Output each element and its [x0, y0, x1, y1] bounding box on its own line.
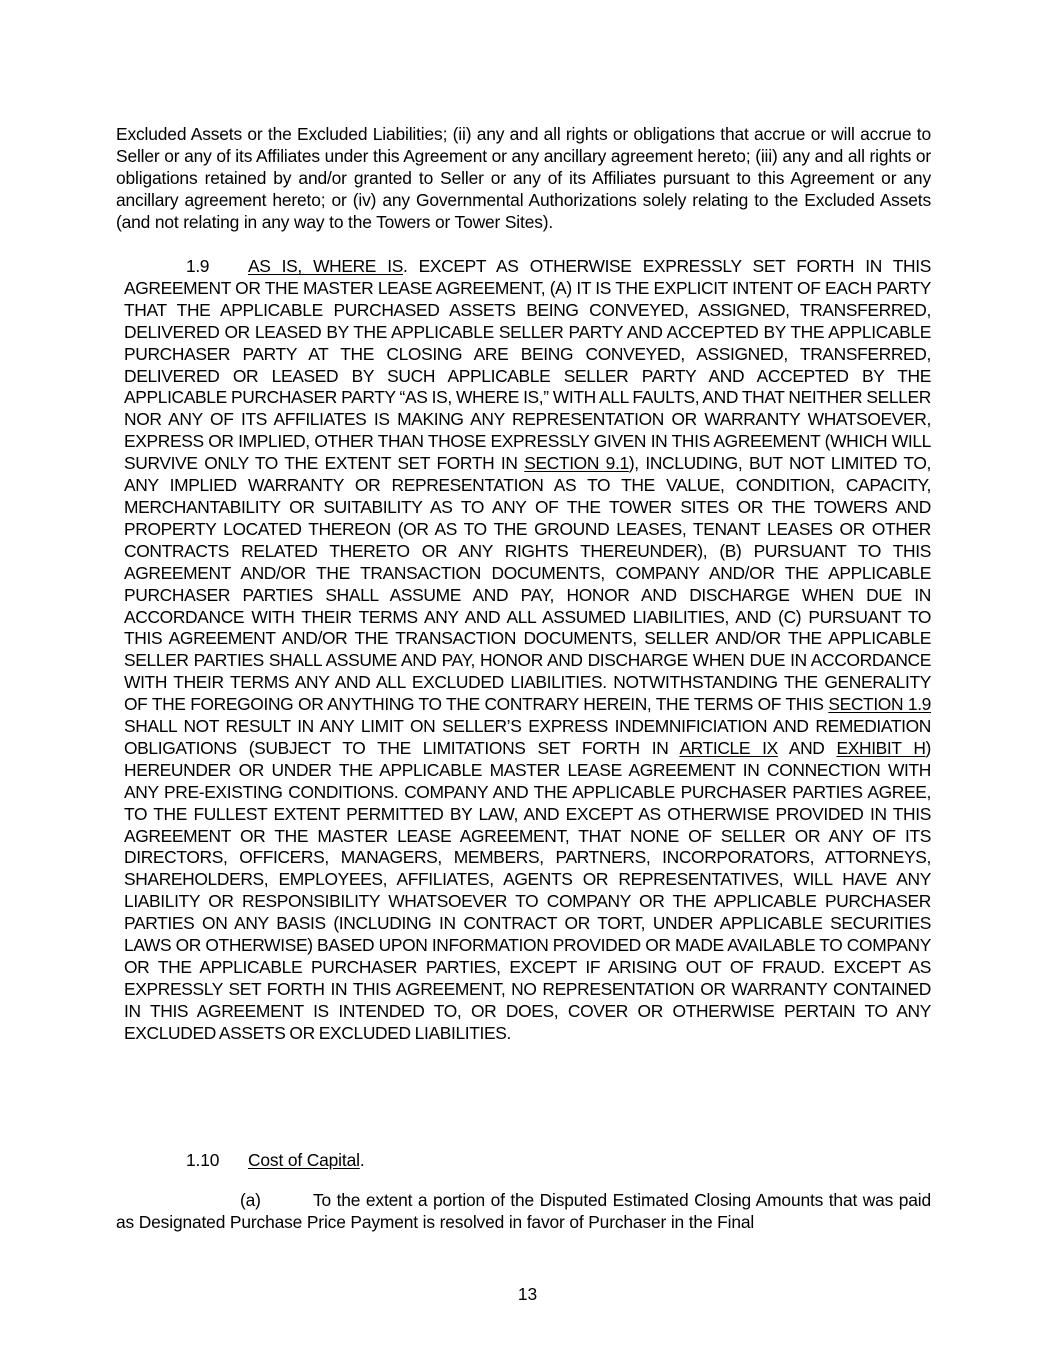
section-1-9: [124, 256, 931, 1045]
page-number: 13: [517, 1284, 538, 1304]
section-1-9-text: SHALL NOT RESULT IN ANY LIMIT ON SELLER’S EXPRESS INDEMNIFICIATION AND REMEDIATION OBLIGATIONS (SUBJECT TO THE LIMITATIONS SET FORTH IN: [124, 716, 931, 758]
section-1-9-text: ), INCLUDING, BUT NOT LIMITED TO, ANY IMPLIED WARRANTY OR REPRESENTATION AS TO THE VALUE, CONDITION, CAPACITY, MERCHANTABILITY OR SUITABILITY AS TO ANY OF THE TOWER SITES OR THE TOWERS AND PROPERTY LOCATED THEREON (OR AS TO THE GROUND LEASES, TENANT LEASES OR OTHER CONTRACTS RELATED THERETO OR ANY RIGHTS THEREUNDER), (B) PURSUANT TO THIS AGREEMENT AND/OR THE TRANSACTION DOCUMENTS, COMPANY AND/OR THE APPLICABLE PURCHASER PARTIES SHALL ASSUME AND PAY, HONOR AND DISCHARGE WHEN DUE IN ACCORDANCE WITH THEIR TERMS ANY AND ALL ASSUMED LIABILITIES, AND (C) PURSUANT TO THIS AGREEMENT AND/OR THE TRANSACTION DOCUMENTS, SELLER AND/OR THE APPLICABLE SELLER PARTIES SHALL ASSUME AND PAY, HONOR AND DISCHARGE WHEN DUE IN ACCORDANCE WITH THEIR TERMS ANY AND ALL EXCLUDED LIABILITIES. NOTWITHSTANDING THE GENERALITY OF THE FOREGOING OR ANYTHING TO THE CONTRARY HEREIN, THE TERMS OF THIS: [124, 453, 931, 715]
article-ix-reference: ARTICLE IX: [679, 737, 778, 758]
section-1-9-text: ) HEREUNDER OR UNDER THE APPLICABLE MASTER LEASE AGREEMENT IN CONNECTION WITH ANY PRE-EXISTING CONDITIONS. COMPANY AND THE APPLICABLE PURCHASER PARTIES AGREE, TO THE FULLEST EXTENT PERMITTED BY LAW, AND EXCEPT AS OTHERWISE PROVIDED IN THIS AGREEMENT OR THE MASTER LEASE AGREEMENT, THAT NONE OF SELLER OR ANY OF ITS DIRECTORS, OFFICERS, MANAGERS, MEMBERS, PARTNERS, INCORPORATORS, ATTORNEYS, SHAREHOLDERS, EMPLOYEES, AFFILIATES, AGENTS OR REPRESENTATIVES, WILL HAVE ANY LIABILITY OR RESPONSIBILITY WHATSOEVER TO COMPANY OR THE APPLICABLE PURCHASER PARTIES ON ANY BASIS (INCLUDING IN CONTRACT OR TORT, UNDER APPLICABLE SECURITIES LAWS OR OTHERWISE) BASED UPON INFORMATION PROVIDED OR MADE AVAILABLE TO COMPANY OR THE APPLICABLE PURCHASER PARTIES, EXCEPT IF ARISING OUT OF FRAUD. EXCEPT AS EXPRESSLY SET FORTH IN THIS AGREEMENT, NO REPRESENTATION OR WARRANTY CONTAINED IN THIS AGREEMENT IS INTENDED TO, OR DOES, COVER OR OTHERWISE PERTAIN TO ANY EXCLUDED ASSETS OR EXCLUDED LIABILITIES.: [124, 737, 931, 1043]
subsection-a-label: (a): [240, 1190, 261, 1210]
exhibit-h-reference: EXHIBIT H: [836, 737, 926, 758]
section-1-9-reference: SECTION 1.9: [828, 694, 931, 715]
paragraph-excluded-assets: Excluded Assets or the Excluded Liabilities; (ii) any and all rights or obligations that accrue or will accrue to Seller or any of its Affiliates under this Agreement or any ancillary agreement hereto; (iii) any and all rights or obligations retained by and/or granted to Seller or any of its Affiliates pursuant to this Agreement or any ancillary agreement hereto; or (iv) any Governmental Authorizations solely relating to the Excluded Assets (and not relating in any way to the Towers or Tower Sites).: [116, 124, 931, 232]
section-1-9-text: . EXCEPT AS OTHERWISE EXPRESSLY SET FORTH IN THIS AGREEMENT OR THE MASTER LEASE AGREEMENT, (A) IT IS THE EXPLICIT INTENT OF EACH PARTY THAT THE APPLICABLE PURCHASED ASSETS BEING CONVEYED, ASSIGNED, TRANSFERRED, DELIVERED OR LEASED BY THE APPLICABLE SELLER PARTY AND ACCEPTED BY THE APPLICABLE PURCHASER PARTY AT THE CLOSING ARE BEING CONVEYED, ASSIGNED, TRANSFERRED, DELIVERED OR LEASED BY SUCH APPLICABLE SELLER PARTY AND ACCEPTED BY THE APPLICABLE PURCHASER PARTY “AS IS, WHERE IS,” WITH ALL FAULTS, AND THAT NEITHER SELLER NOR ANY OF ITS AFFILIATES IS MAKING ANY REPRESENTATION OR WARRANTY WHATSOEVER, EXPRESS OR IMPLIED, OTHER THAN THOSE EXPRESSLY GIVEN IN THIS AGREEMENT (WHICH WILL SURVIVE ONLY TO THE EXTENT SET FORTH IN: [124, 256, 931, 474]
section-1-10-heading-line: [124, 1150, 931, 1172]
section-1-9-heading: AS IS, WHERE IS: [248, 256, 403, 276]
section-1-10-heading: Cost of Capital: [248, 1150, 360, 1170]
section-1-10-heading-end: .: [359, 1150, 365, 1170]
section-1-10-number: 1.10: [186, 1150, 220, 1170]
subsection-a-text: To the extent a portion of the Disputed Estimated Closing Amounts that was paid as Designated Purchase Price Payment is resolved in favor of Purchaser in the Final: [116, 1190, 931, 1232]
section-9-1-reference: SECTION 9.1: [524, 453, 629, 474]
section-1-9-text: AND: [777, 737, 837, 758]
section-1-9-number: 1.9: [186, 256, 210, 276]
subsection-a: [116, 1190, 931, 1234]
